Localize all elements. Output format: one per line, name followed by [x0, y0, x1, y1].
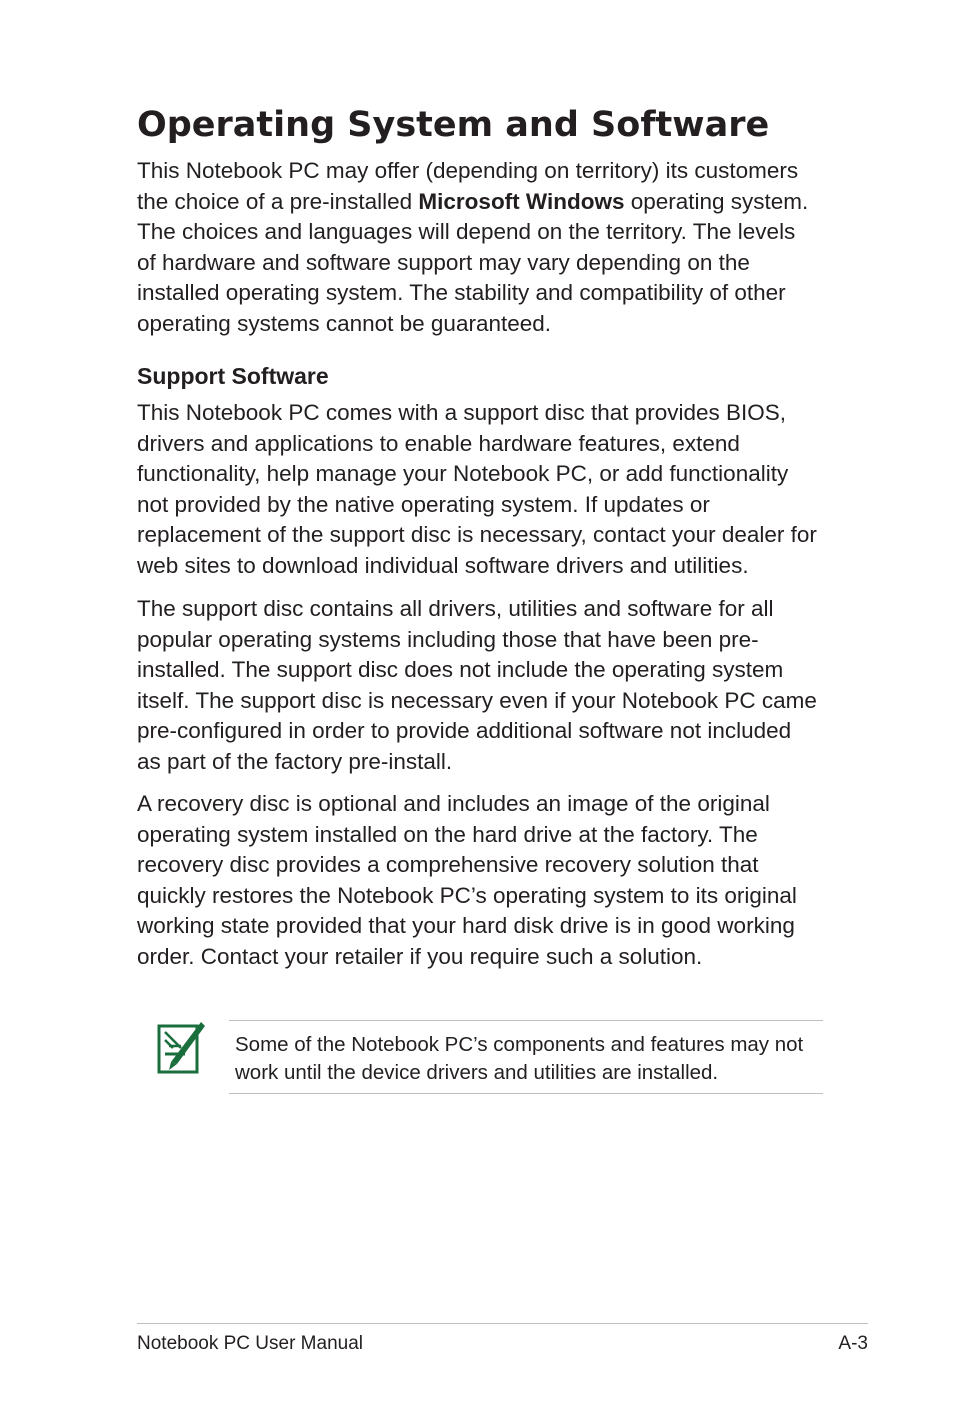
text-segment: operating system. [624, 188, 809, 214]
text-line [137, 187, 837, 218]
section-heading: Support Software [137, 363, 329, 389]
page-title: Operating System and Software [137, 105, 770, 145]
note-text [229, 1020, 823, 1094]
text-line: popular operating systems including those that have been pre- [137, 626, 759, 652]
text-line: not provided by the native operating system. If updates or [137, 491, 710, 517]
text-line: drivers and applications to enable hardware features, extend [137, 430, 740, 456]
text-line: itself. The support disc is necessary even if your Notebook PC came [137, 687, 817, 713]
text-line: as part of the factory pre-install. [137, 748, 453, 774]
text-line: working state provided that your hard disk drive is in good working [137, 913, 795, 938]
text-line: This Notebook PC may offer (depending on territory) its customers [137, 158, 799, 183]
intro-paragraph [137, 156, 837, 339]
text-line: installed. The support disc does not include the operating system [137, 657, 784, 682]
text-line: The support disc contains all drivers, utilities and software for all [137, 596, 774, 621]
text-line: operating system installed on the hard drive at the factory. The [137, 821, 758, 847]
text-line: operating systems cannot be guaranteed. [137, 310, 552, 336]
footer-manual-title: Notebook PC User Manual [137, 1333, 363, 1354]
text-line: order. Contact your retailer if you require such a solution. [137, 943, 703, 969]
text-line: pre-configured in order to provide additional software not included [137, 718, 792, 743]
text-line: of hardware and software support may vary depending on the [137, 249, 750, 275]
text-line: The choices and languages will depend on the territory. The levels [137, 219, 796, 244]
text-line: replacement of the support disc is necessary, contact your dealer for [137, 522, 817, 547]
text-line: functionality, help manage your Notebook PC, or add functionality [137, 461, 789, 486]
support-paragraph-3 [137, 789, 837, 972]
text-line: work until the device drivers and utilities are installed. [235, 1061, 719, 1084]
text-line: This Notebook PC comes with a support disc that provides BIOS, [137, 400, 787, 425]
text-line: web sites to download individual software drivers and utilities. [137, 552, 749, 578]
support-paragraph-1 [137, 398, 837, 581]
note-pencil-icon [155, 1018, 207, 1076]
support-paragraph-2 [137, 594, 837, 777]
text-line: recovery disc provides a comprehensive recovery solution that [137, 852, 759, 877]
text-segment: the choice of a pre-installed [137, 188, 419, 214]
product-name: Microsoft Windows [418, 188, 625, 214]
text-line: A recovery disc is optional and includes an image of the original [137, 791, 770, 816]
page-number: A-3 [838, 1333, 868, 1354]
text-line: Some of the Notebook PC’s components and features may not [235, 1033, 804, 1056]
footer-divider [137, 1323, 868, 1324]
note-box [137, 1016, 827, 1096]
text-line: quickly restores the Notebook PC’s operating system to its original [137, 882, 797, 908]
text-line: installed operating system. The stability and compatibility of other [137, 280, 786, 305]
